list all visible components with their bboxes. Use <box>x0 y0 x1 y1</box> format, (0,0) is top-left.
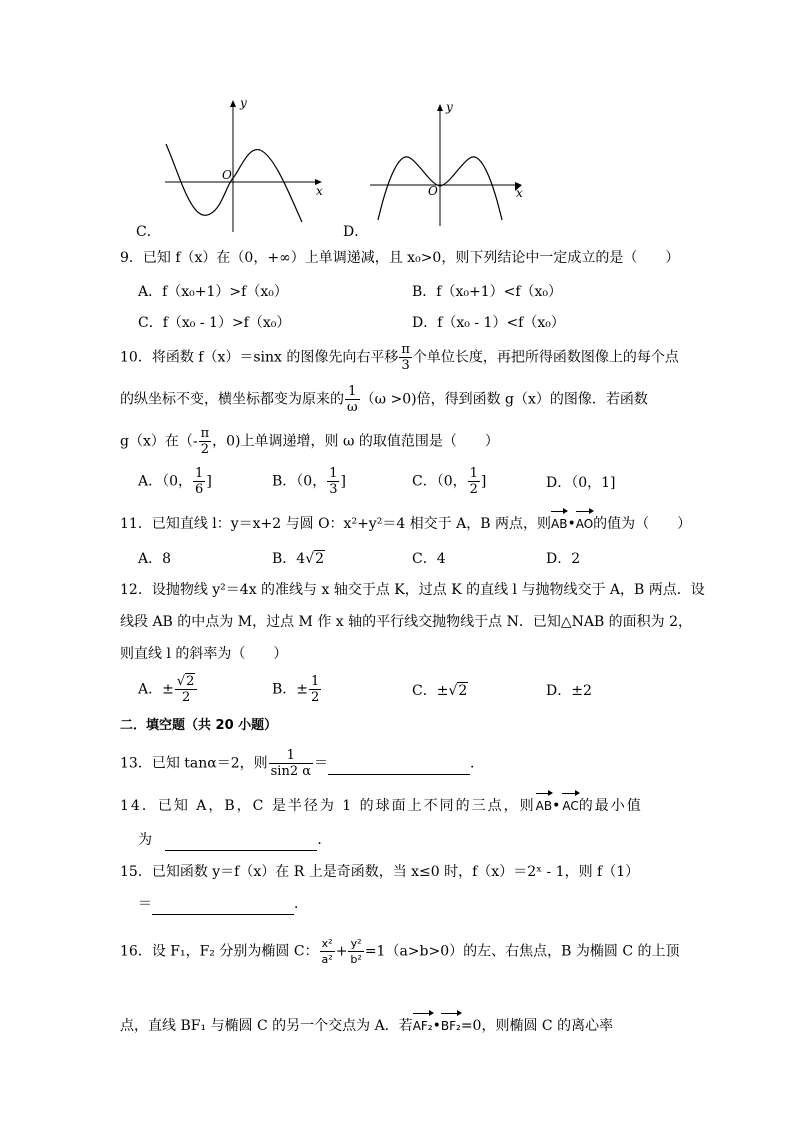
figure-c-label: C． <box>136 224 161 240</box>
vector-af2: AF₂ <box>413 1016 433 1036</box>
q11-stem: 11．已知直线 l：y＝x+2 与圆 O：x²+y²＝4 相交于 A，B 两点，则AB•AO的值为（ ） <box>120 516 692 532</box>
q13-fraction: $\frac{1}{\sin 2 \alpha}$ <box>270 748 312 779</box>
vector-ao: AO <box>576 514 593 534</box>
figure-c-origin-label: O <box>222 168 232 182</box>
q12-option-c: C．±√2 <box>412 683 468 699</box>
q16-fraction-y: $\frac{\text{y²}}{\text{b²}}$ <box>350 937 362 966</box>
q14-answer-blank[interactable] <box>165 830 317 851</box>
figure-c-x-label: x <box>316 184 323 198</box>
q12-option-b: B．± $\frac{1}{2}$ <box>272 674 320 705</box>
q12-option-d: D．±2 <box>546 683 592 699</box>
q12-line1: 12．设抛物线 y²＝4x 的准线与 x 轴交于点 K，过点 K 的直线 l 与抛物线交于 A，B 两点．设 <box>120 582 705 598</box>
figure-d-origin-label: O <box>428 184 438 198</box>
vector-ac: AC <box>562 796 578 816</box>
q11-option-a: A．8 <box>138 551 172 567</box>
q10-option-b: B．（0， $\frac{1}{3}$ ] <box>272 466 346 497</box>
figure-d <box>362 96 532 236</box>
sqrt-symbol: √2 <box>448 683 468 699</box>
q10-a-fraction: $\frac{1}{6}$ <box>195 466 204 497</box>
q14-line1: 14．已知 A，B，C 是半径为 1 的球面上不同的三点，则AB•AC的最小值 <box>120 798 643 814</box>
q10-line2: 的纵坐标不变，横坐标都变为原来的 $\frac{1}{\omega}$ （ω >0)倍，得到函数 g（x）的图像．若函数 <box>120 384 648 415</box>
q9-option-d: D．f（x₀ - 1）<f（x₀） <box>412 315 565 331</box>
q12-line2: 线段 AB 的中点为 M，过点 M 作 x 轴的平行线交抛物线于点 N．已知△NAB 的面积为 2， <box>120 614 693 630</box>
vector-bf2: BF₂ <box>441 1016 461 1036</box>
q12-option-a: A．± $\frac{√2}{2}$ <box>138 674 198 705</box>
figure-c-y-label: y <box>240 96 247 110</box>
q9-option-a: A．f（x₀+1）>f（x₀） <box>138 284 288 300</box>
q12-b-fraction: $\frac{1}{2}$ <box>311 674 320 705</box>
q11-option-d: D．2 <box>546 551 581 567</box>
graph-c-svg <box>130 96 330 236</box>
sqrt-symbol: √2 <box>305 551 325 567</box>
q10-fraction-1-omega: $\frac{1}{\omega}$ <box>347 384 358 415</box>
q11-option-c: C．4 <box>412 551 446 567</box>
q10-option-a: A．（0， $\frac{1}{6}$ ] <box>138 466 212 497</box>
vector-ab: AB <box>536 796 552 816</box>
q13-answer-blank[interactable] <box>328 754 470 775</box>
figure-d-y-label: y <box>446 100 453 114</box>
q15-line2: ＝ ． <box>138 894 308 915</box>
q13-line: 13．已知 tanα＝2，则 $\frac{1}{\sin 2 \alpha}$ ＝ ． <box>120 748 485 779</box>
figure-d-label: D． <box>343 224 369 240</box>
q10-fraction-pi-2: $\frac{\pi}{2}$ <box>200 426 210 457</box>
q16-line1: 16．设 F₁，F₂ 分别为椭圆 C： $\frac{\text{x²}}{\text{a²}}$ + $\frac{\text{y²}}{\text{b²}}$ =1（a>b>0）的左、右焦点，B 为椭圆 C 的上顶 <box>120 937 680 966</box>
q9-option-c: C．f（x₀ - 1）>f（x₀） <box>138 315 291 331</box>
q10-c-fraction: $\frac{1}{2}$ <box>469 466 478 497</box>
q16-fraction-x: $\frac{\text{x²}}{\text{a²}}$ <box>321 937 333 966</box>
figure-d-x-label: x <box>516 186 523 200</box>
q10-b-fraction: $\frac{1}{3}$ <box>329 466 338 497</box>
q10-option-d: D．（0，1] <box>546 475 616 491</box>
section-heading-fill-in: 二．填空题（共 20 小题） <box>120 718 278 733</box>
sqrt-symbol: √2 <box>176 674 195 689</box>
q11-option-b: B．4√2 <box>272 551 325 567</box>
q16-line2: 点，直线 BF₁ 与椭圆 C 的另一个交点为 A．若AF₂•BF₂=0，则椭圆 C 的离心率 <box>120 1018 614 1034</box>
q10-fraction-pi-3: $\frac{\pi}{3}$ <box>401 342 410 373</box>
q9-stem: 9．已知 f（x）在（0，+∞）上单调递减，且 x₀>0，则下列结论中一定成立的是（ ） <box>120 250 680 266</box>
q15-answer-blank[interactable] <box>152 894 294 915</box>
q10-option-c: C．（0， $\frac{1}{2}$ ] <box>412 466 487 497</box>
q15-line1: 15．已知函数 y＝f（x）在 R 上是奇函数，当 x≤0 时，f（x）＝2ˣ - 1，则 f（1） <box>120 864 640 880</box>
vector-ab: AB <box>551 514 567 534</box>
q9-option-b: B．f（x₀+1）<f（x₀） <box>412 284 563 300</box>
figure-c <box>130 96 330 236</box>
q10-line1: 10．将函数 f（x）＝sinx 的图像先向右平移 $\frac{\pi}{3}$ 个单位长度，再把所得函数图像上的每个点 <box>120 342 679 373</box>
q14-line2: 为 ． <box>138 830 331 851</box>
q10-line3: g（x）在（- $\frac{\pi}{2}$ ，0)上单调递增，则 ω 的取值范围是（ ） <box>120 426 499 457</box>
graph-d-svg <box>362 96 532 236</box>
q12-line3: 则直线 l 的斜率为（ ） <box>120 646 288 662</box>
q12-a-fraction: $\frac{√2}{2}$ <box>175 674 198 705</box>
